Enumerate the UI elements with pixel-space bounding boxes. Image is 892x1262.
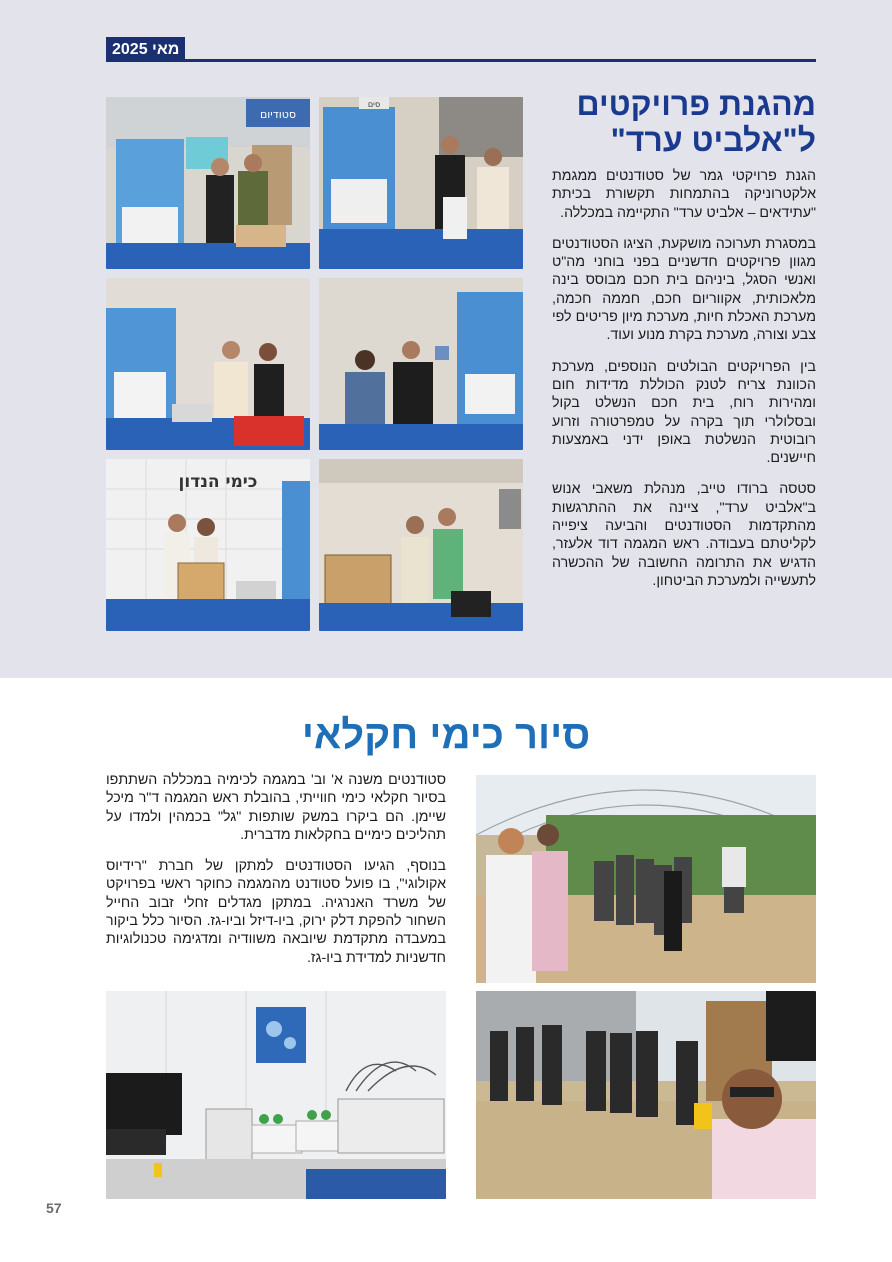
article1-paragraph: סטסה ברודו טייב, מנהלת משאבי אנוש ב"אלביט ערד", ציינה את ההתרגשות מהתקדמות הסטודנטים והביעה ציפייה לקליטתם בעבודה. ראש המגמה דוד אלעזר, הדגיש את התרומה החשובה של ההכשרה לתעשייה ולמערכת הביטחון. — [552, 481, 816, 589]
group-selfie-photo — [476, 991, 816, 1199]
exhibition-photo-4 — [319, 278, 523, 450]
date-badge: מאי 2025 — [106, 37, 185, 62]
lab-equipment-photo — [106, 991, 446, 1199]
photo-sign-text: סים — [367, 100, 381, 109]
article1-paragraph: הגנת פרויקטי גמר של סטודנטים ממגמת אלקטרוניקה בהתמחות תקשורת בכיתת "עתידאים – אלביט ערד" התקיימה במכללה. — [552, 168, 816, 221]
page-number: 57 — [46, 1200, 62, 1216]
photo-sign-text: סטודיום — [259, 108, 297, 121]
article2-paragraph: בנוסף, הגיעו הסטודנטים למתקן של חברת "רידיוס אקולוגי", בו פועל סטודנט מהמגמה כחוקר ראשי בפרויקט של משרד האנרגיה. במתקן מגדלים זחלי זבוב החייל השחור להפקת דלק ירוק, ביו-דיזל וביו-גז. הסיור כלל ביקור במעבדה מתקדמת שיובאה משוודיה ומדגימה טכנולוגיות חדשניות למדידת ביו-גז. — [106, 858, 446, 966]
article2-title: סיור כימי חקלאי — [301, 713, 591, 757]
article1-body — [552, 167, 816, 603]
article2-body — [106, 771, 446, 980]
article2-paragraph: סטודנטים משנה א' וב' במגמה לכימיה במכללה השתתפו בסיור חקלאי כימי חווייתי, בהובלת ראש המגמה ד"ר מיכל שיימן. הם ביקרו במשק שותפות "גל" בכמהין ולמדו על תהליכים כימיים בחקלאות מדברית. — [106, 772, 446, 843]
greenhouse-tour-photo — [476, 775, 816, 983]
article1-paragraph: בין הפרויקטים הבולטים הנוספים, מערכת הכוונת צריח לטנק הכוללת מדידות חום ומהירות רוח, בית חכם הנשלט בקול ובסלולרי תוך בקרה על טמפרטורה וזרוע רובוטית הנשלטת באופן ידני באמצעות חיישנים. — [552, 358, 816, 467]
header-rule — [106, 59, 816, 62]
exhibition-photo-6 — [319, 459, 523, 631]
exhibition-photo-3 — [106, 278, 310, 450]
exhibition-photo-5 — [106, 459, 310, 631]
exhibition-photo-2 — [319, 97, 523, 269]
article1-title: מהגנת פרויקטים ל"אלביט ערד" — [576, 86, 816, 158]
exhibition-photo-1 — [106, 97, 310, 269]
article1-paragraph: במסגרת תערוכה מושקעת, הציגו הסטודנטים מגוון פרויקטים חדשניים בפני בוחני מה"ט ואנשי הסגל, ביניהם בית חכם מבוסס בינה מלאכותית, אקווריום חכם, חממה חכמה, מערכת האכלת חיות, מערכת מיון פריטים לפי צבע וצורה, מערכת בקרת מנוע ועוד. — [552, 235, 816, 344]
photo-sign-text: כימי הנדון — [178, 472, 258, 492]
